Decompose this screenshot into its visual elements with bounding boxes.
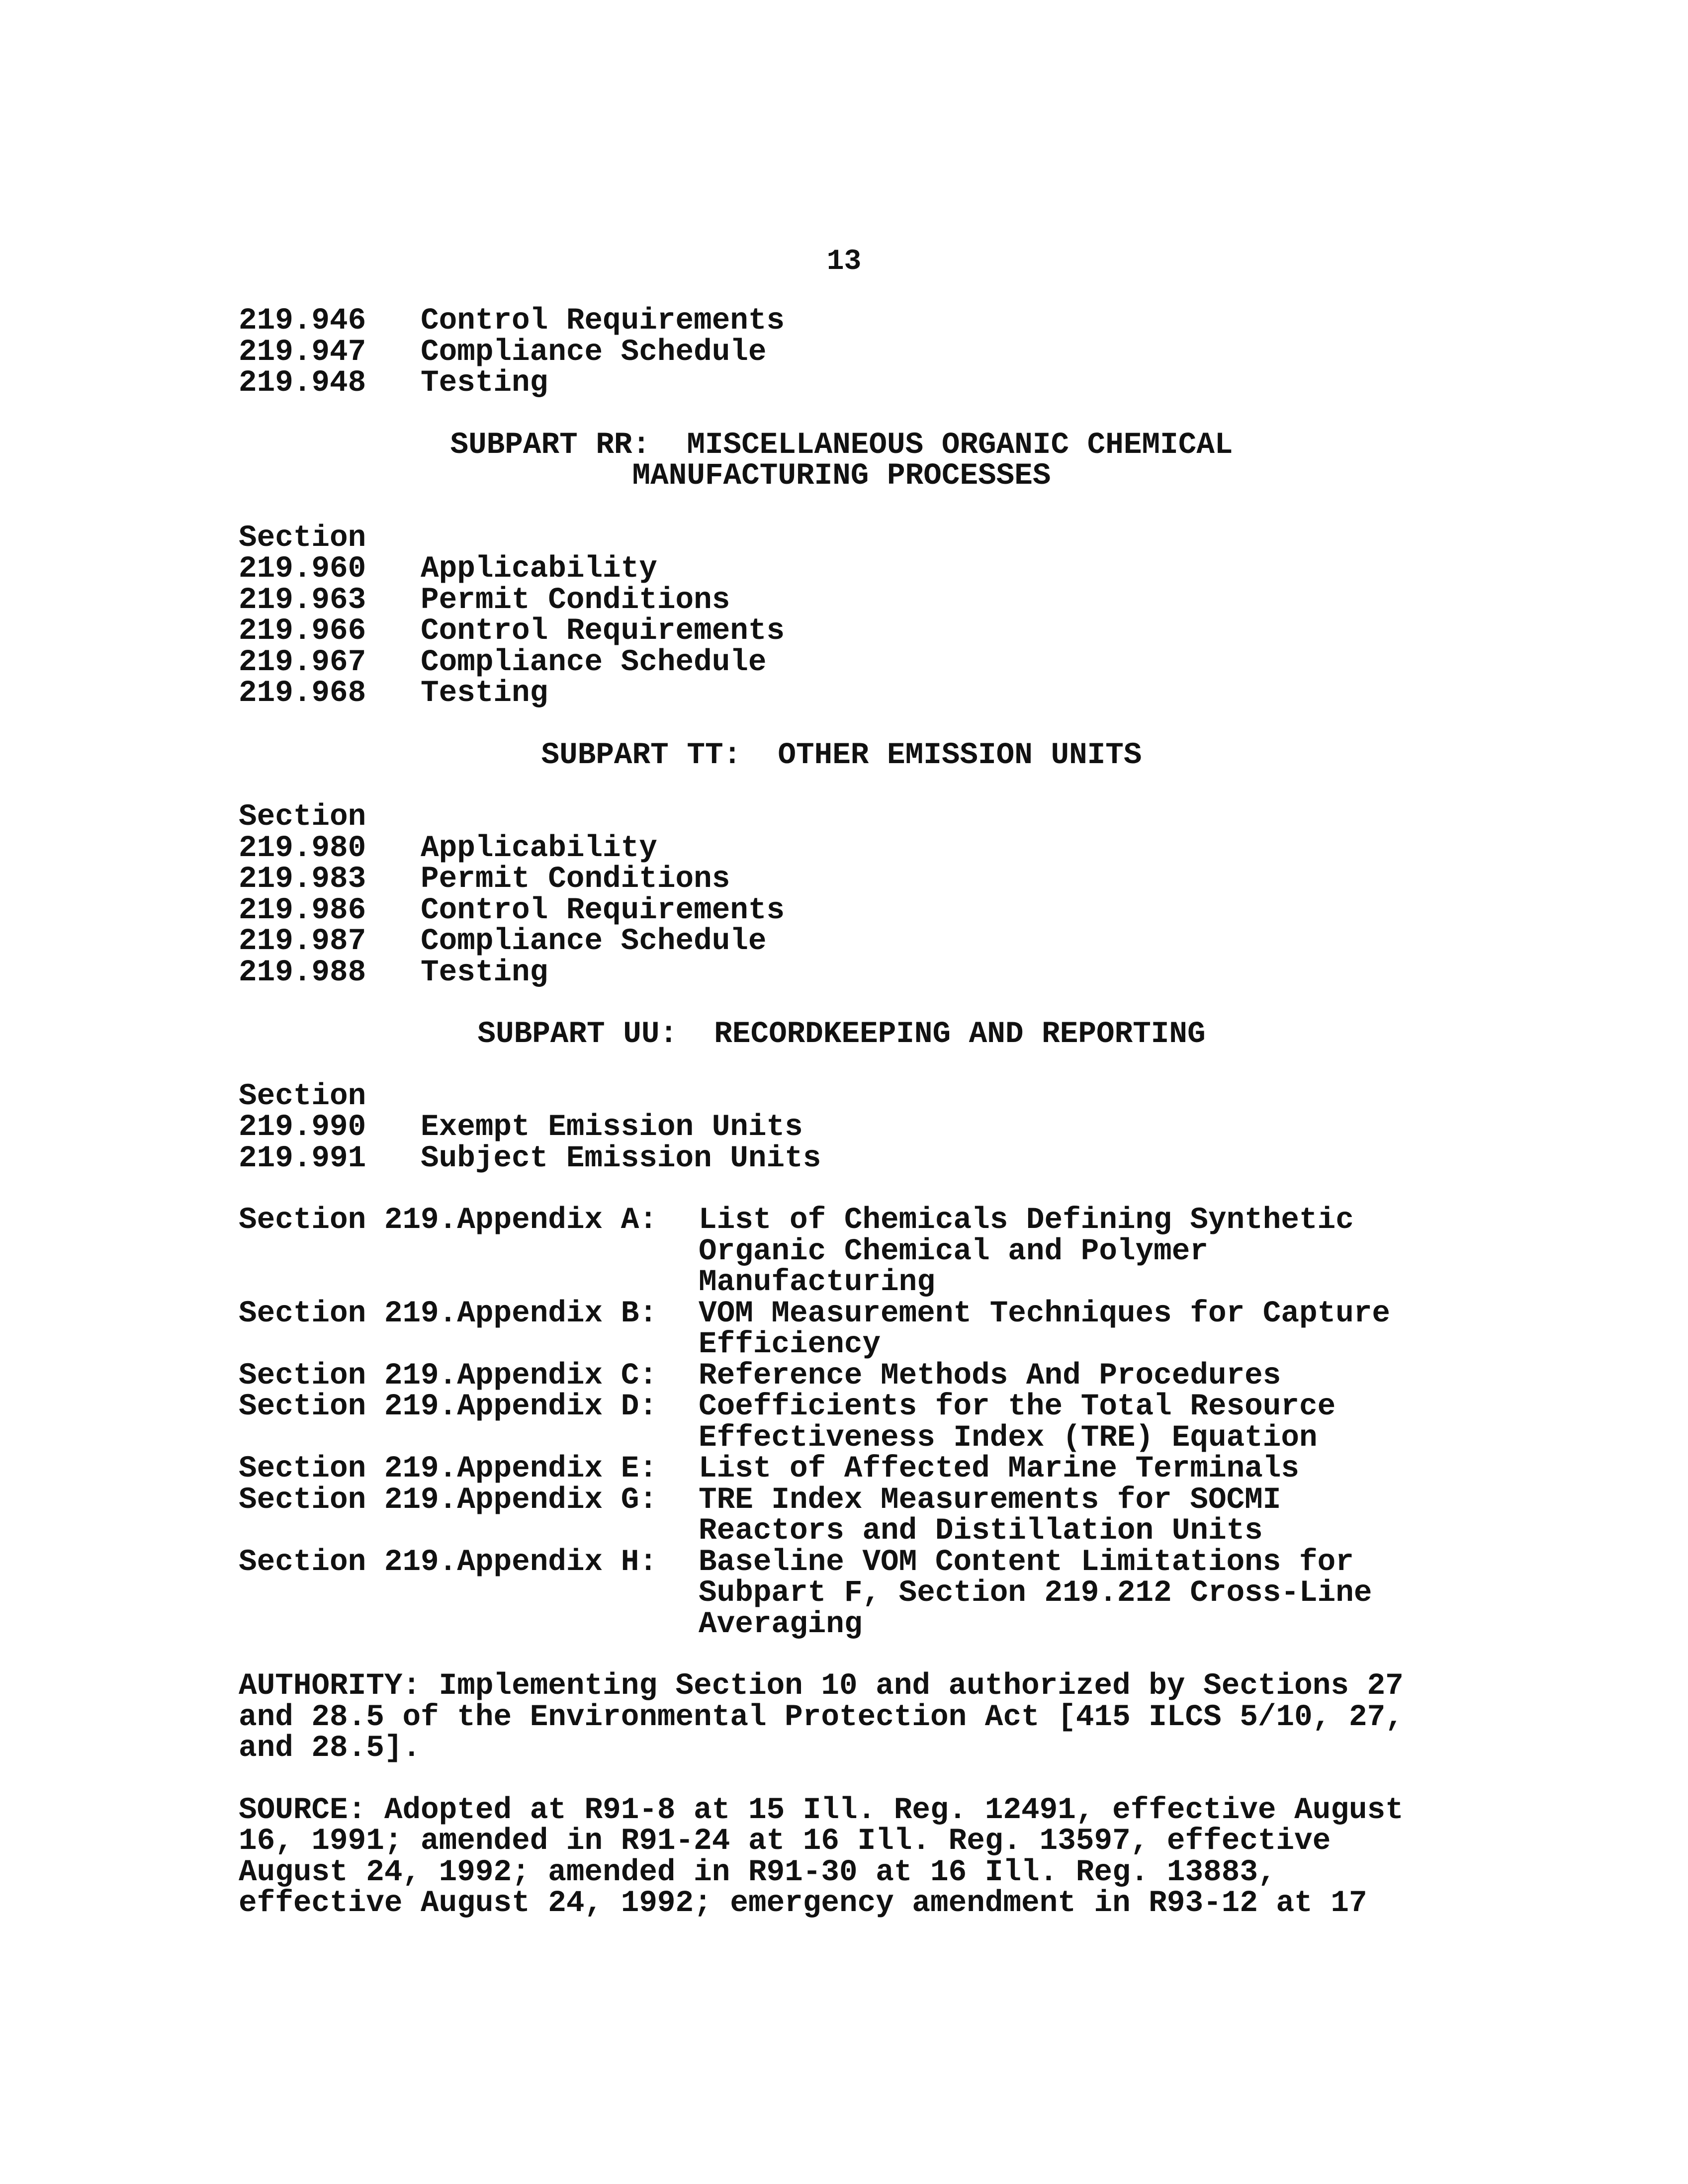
list-item — [239, 647, 1472, 679]
section-title: Compliance Schedule — [421, 335, 767, 369]
list-item — [239, 585, 1472, 616]
section-number: 219.960 — [239, 552, 366, 586]
section-title: Testing — [421, 676, 548, 710]
list-item — [239, 895, 1472, 927]
appendix-label: Section 219.Appendix A: — [239, 1203, 657, 1237]
section-title: Compliance Schedule — [421, 924, 767, 959]
list-item — [239, 926, 1472, 958]
top-section-list — [239, 306, 1472, 399]
section-label: Section — [239, 521, 366, 555]
appendix-title: Baseline VOM Content Limitations for Subpart F, Section 219.212 Cross-Line Averaging — [699, 1545, 1372, 1642]
appendix-list — [239, 1205, 1472, 1640]
list-item — [239, 554, 1472, 585]
section-number: 219.946 — [239, 304, 366, 338]
appendix-entry — [239, 1392, 1472, 1454]
list-item — [239, 955, 1472, 990]
section-label: Section — [239, 1079, 366, 1114]
appendix-entry — [239, 1358, 1472, 1393]
appendix-entry — [239, 1205, 1472, 1299]
appendix-entry — [239, 1454, 1472, 1485]
section-title: Exempt Emission Units — [421, 1110, 803, 1144]
subpart-tt-heading: SUBPART TT: OTHER EMISSION UNITS — [541, 738, 1142, 773]
appendix-title: Coefficients for the Total Resource Effectiveness Index (TRE) Equation — [699, 1390, 1336, 1455]
list-item — [239, 678, 1472, 709]
section-number: 219.987 — [239, 924, 366, 959]
subpart-uu-list — [239, 1112, 1472, 1174]
subpart-tt-list — [239, 833, 1472, 989]
section-title: Control Requirements — [421, 304, 785, 338]
appendix-title: List of Chemicals Defining Synthetic Organic Chemical and Polymer Manufacturing — [699, 1203, 1354, 1300]
appendix-label: Section 219.Appendix C: — [239, 1358, 657, 1393]
section-title: Permit Conditions — [421, 862, 730, 896]
section-number: 219.967 — [239, 645, 366, 680]
subpart-rr-heading-line2: MANUFACTURING PROCESSES — [632, 459, 1051, 493]
section-number: 219.986 — [239, 893, 366, 928]
section-number: 219.988 — [239, 955, 366, 990]
section-number: 219.948 — [239, 366, 366, 400]
section-title: Applicability — [421, 831, 657, 866]
appendix-label: Section 219.Appendix E: — [239, 1452, 657, 1486]
list-item — [239, 864, 1472, 895]
source-paragraph: SOURCE: Adopted at R91-8 at 15 Ill. Reg. 12491, effective August 16, 1991; amended in R91-24 at 16 Ill. Reg. 13597, effective August 24, 1992; amended in R91-30 at 16 Ill. Reg. 13883, effective August 24, 1992; emergency amendment in R93-12 at 17 — [239, 1793, 1404, 1921]
list-item — [239, 306, 1472, 337]
section-title: Testing — [421, 955, 548, 990]
section-number: 219.968 — [239, 676, 366, 710]
subpart-uu-heading: SUBPART UU: RECORDKEEPING AND REPORTING — [477, 1017, 1206, 1051]
section-title: Control Requirements — [421, 893, 785, 928]
section-number: 219.990 — [239, 1110, 366, 1144]
section-label: Section — [239, 800, 366, 834]
appendix-label: Section 219.Appendix B: — [239, 1296, 657, 1331]
section-number: 219.991 — [239, 1141, 366, 1176]
appendix-label: Section 219.Appendix G: — [239, 1483, 657, 1517]
list-item — [239, 833, 1472, 865]
section-number: 219.947 — [239, 335, 366, 369]
appendix-entry — [239, 1485, 1472, 1547]
list-item — [239, 616, 1472, 647]
appendix-entry — [239, 1547, 1472, 1641]
appendix-entry — [239, 1296, 1472, 1362]
section-title: Control Requirements — [421, 614, 785, 648]
list-item — [239, 337, 1472, 368]
section-number: 219.980 — [239, 831, 366, 866]
section-title: Applicability — [421, 552, 657, 586]
section-title: Subject Emission Units — [421, 1141, 821, 1176]
list-item — [239, 368, 1472, 399]
list-item — [239, 1112, 1472, 1143]
section-number: 219.966 — [239, 614, 366, 648]
appendix-title: TRE Index Measurements for SOCMI Reactors and Distillation Units — [699, 1483, 1281, 1548]
authority-paragraph: AUTHORITY: Implementing Section 10 and authorized by Sections 27 and 28.5 of the Environmental Protection Act [415 ILCS 5/10, 27, and 28.5]. — [239, 1669, 1404, 1765]
section-title: Permit Conditions — [421, 583, 730, 617]
appendix-title: VOM Measurement Techniques for Capture Efficiency — [699, 1296, 1391, 1362]
appendix-label: Section 219.Appendix H: — [239, 1545, 657, 1579]
document-body — [239, 306, 1472, 1920]
list-item — [239, 1143, 1472, 1175]
page-number: 13 — [826, 246, 862, 278]
section-title: Testing — [421, 366, 548, 400]
subpart-rr-list — [239, 554, 1472, 709]
appendix-title: Reference Methods And Procedures — [699, 1358, 1281, 1393]
subpart-rr-heading-line1: SUBPART RR: MISCELLANEOUS ORGANIC CHEMICAL — [450, 428, 1233, 462]
section-title: Compliance Schedule — [421, 645, 767, 680]
section-number: 219.983 — [239, 862, 366, 896]
appendix-title: List of Affected Marine Terminals — [699, 1452, 1299, 1486]
appendix-label: Section 219.Appendix D: — [239, 1390, 657, 1424]
section-number: 219.963 — [239, 583, 366, 617]
